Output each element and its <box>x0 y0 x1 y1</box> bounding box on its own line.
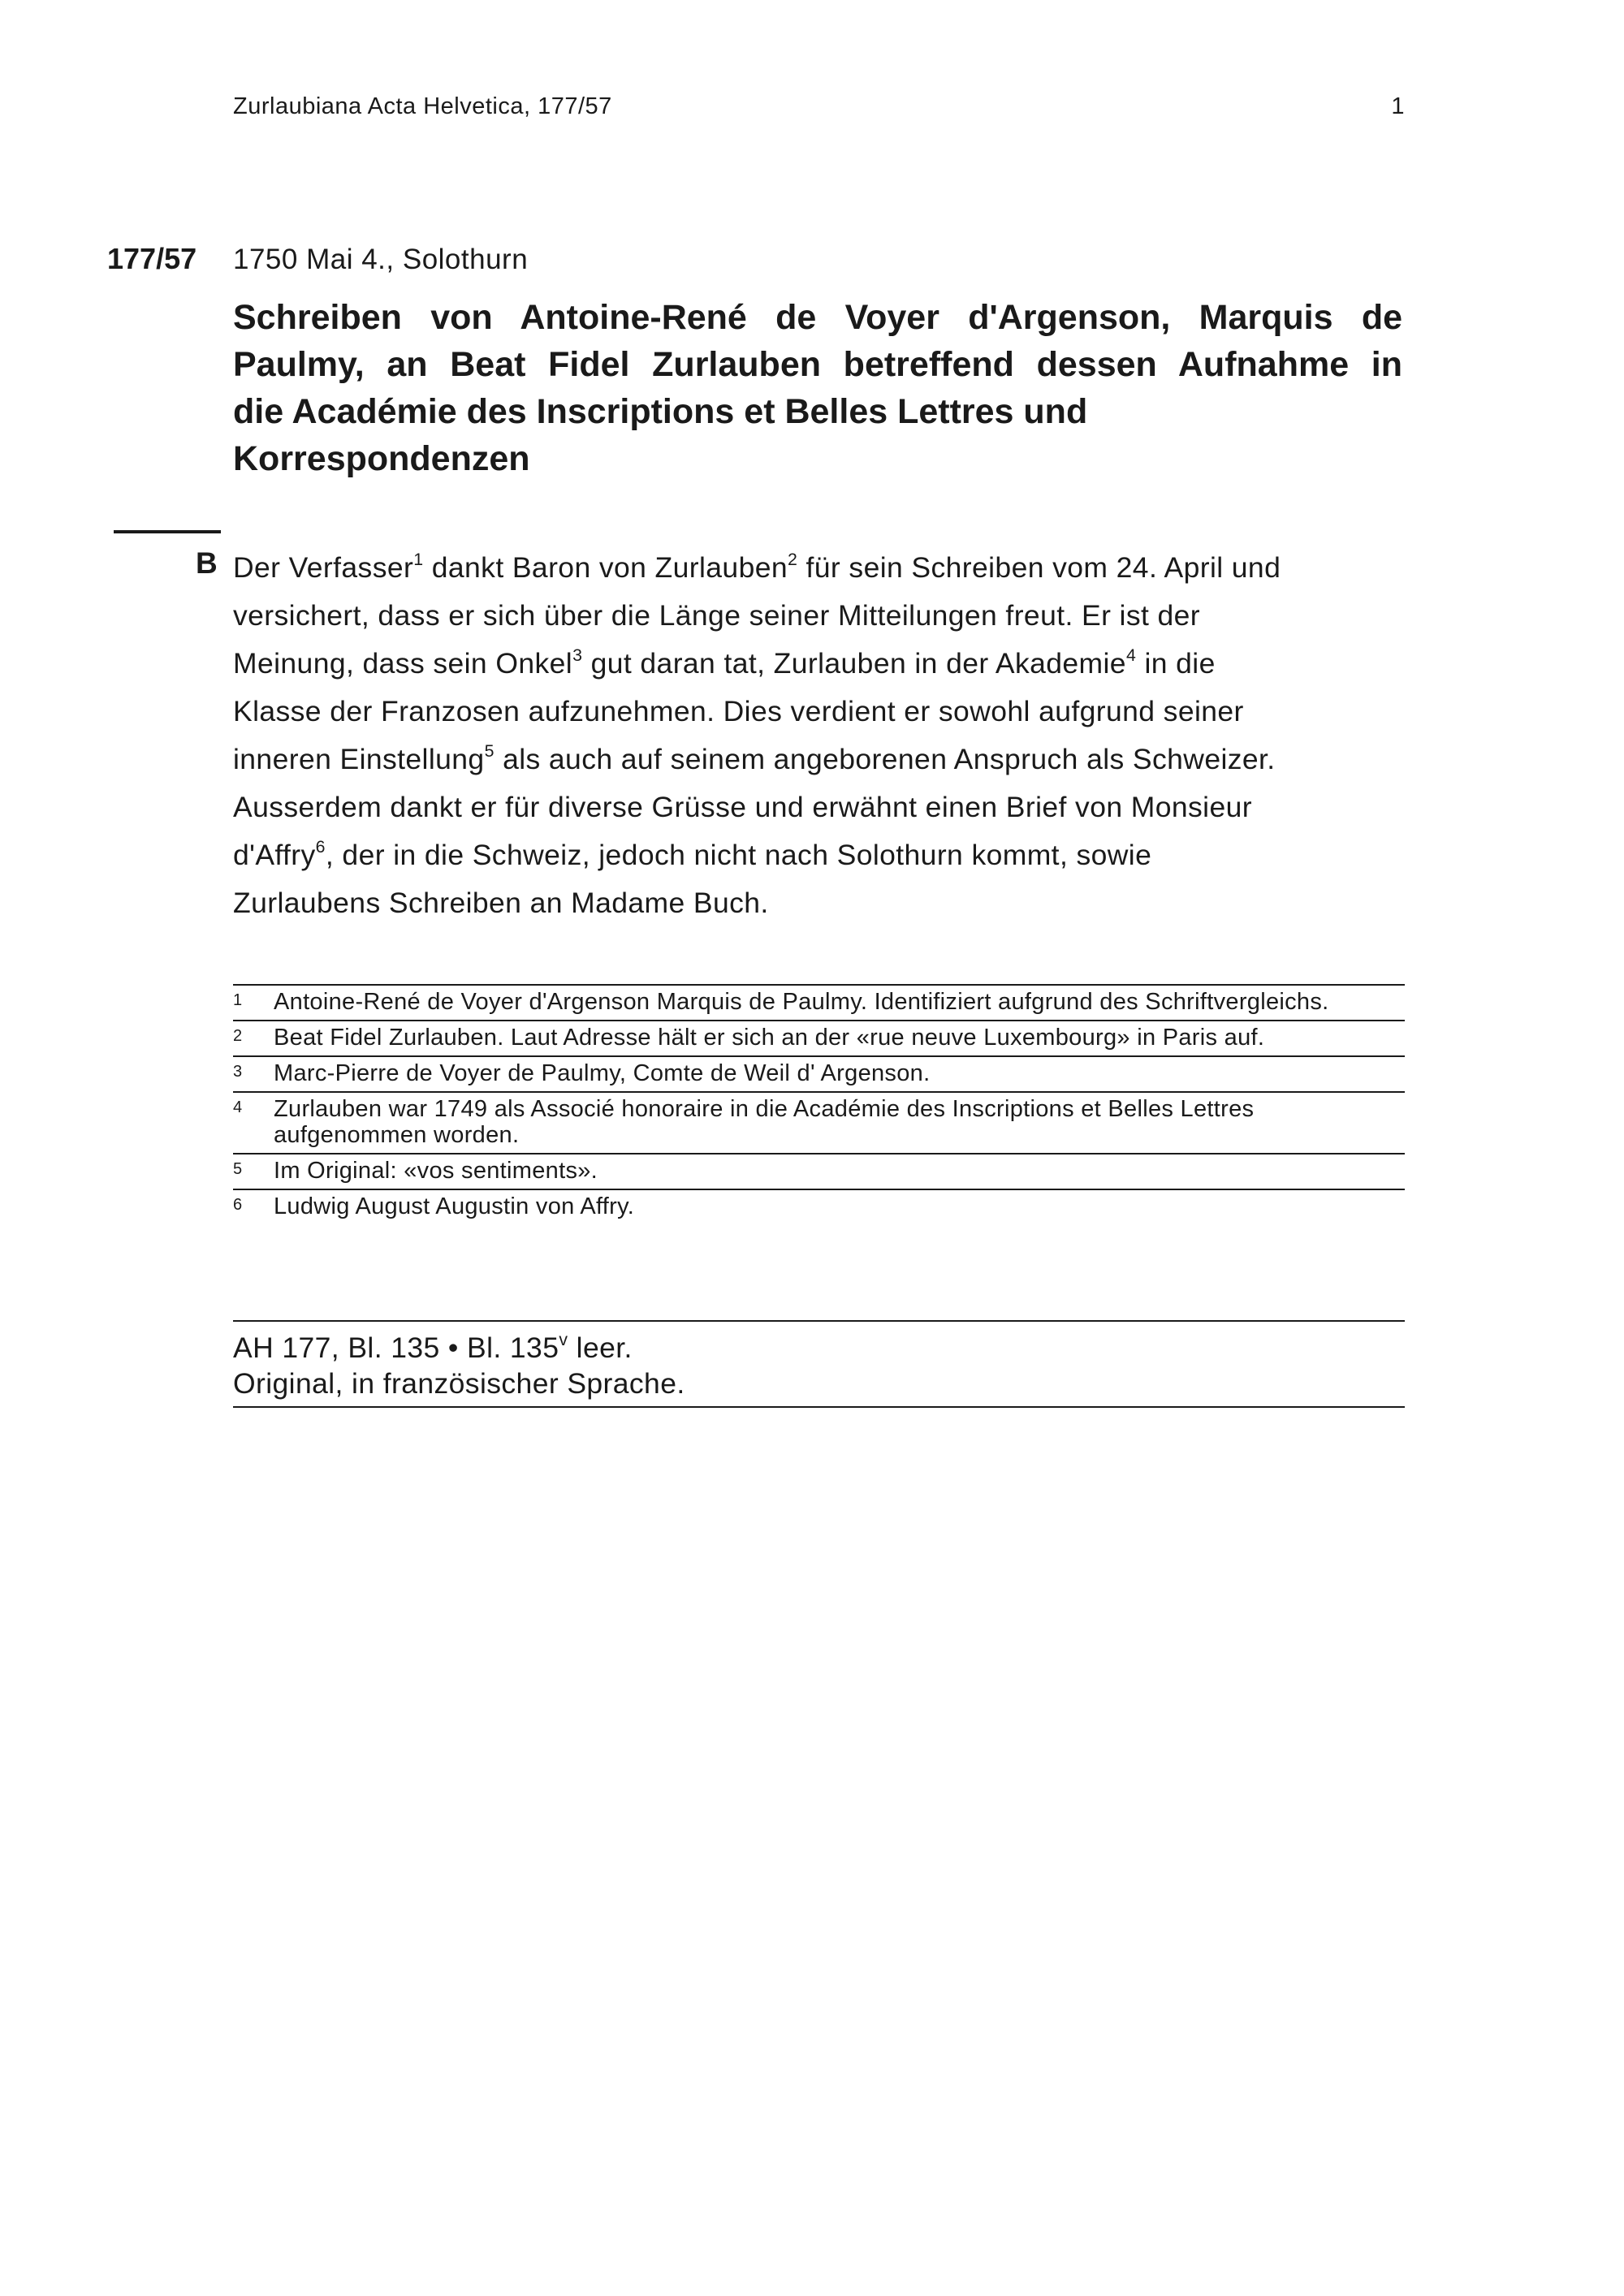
summary-line: inneren Einstellung$^5$ als auch auf seinem angeborenen Anspruch als Schweizer. <box>233 741 1276 775</box>
running-head-title: Zurlaubiana Acta Helvetica, 177/57 <box>233 93 612 119</box>
footnote-ref[interactable]: 3 <box>572 645 583 666</box>
footnote-ref[interactable]: 4 <box>1125 645 1137 666</box>
footnote-text: Marc-Pierre de Voyer de Paulmy, Comte de Weil d' Argenson. <box>274 1060 931 1086</box>
footnote <box>233 1153 1405 1189</box>
summary-line: Meinung, dass sein Onkel$^3$ gut daran tat, Zurlauben in der Akademie$^4$ in die <box>233 645 1216 680</box>
title-line: Korrespondenzen <box>233 439 530 478</box>
summary-line: Klasse der Franzosen aufzunehmen. Dies verdient er sowohl aufgrund seiner <box>233 695 1244 727</box>
entry-number: 177/57 <box>107 242 197 275</box>
footnote-number: 6 <box>233 1196 243 1214</box>
footnote-ref[interactable]: 1 <box>413 550 424 570</box>
entry-title <box>233 294 1402 482</box>
section-marker: B <box>196 546 218 580</box>
footnote-number: 4 <box>233 1098 243 1116</box>
footnote <box>233 1091 1405 1153</box>
footnote-text: Antoine-René de Voyer d'Argenson Marquis de Paulmy. Identifiziert aufgrund des Schriftvergleichs. <box>274 989 1329 1015</box>
footnote-number: 5 <box>233 1160 243 1178</box>
footnote <box>233 1020 1405 1055</box>
footnote-ref[interactable]: 6 <box>315 837 326 857</box>
footnote-text: Beat Fidel Zurlauben. Laut Adresse hält er sich an der «rue neuve Luxembourg» in Paris auf. <box>274 1025 1265 1051</box>
footnote-number: 1 <box>233 991 243 1009</box>
summary-line: Der Verfasser$^1$ dankt Baron von Zurlauben$^2$ für sein Schreiben vom 24. April und <box>233 550 1281 584</box>
footnote <box>233 1055 1405 1091</box>
footnote <box>233 984 1405 1020</box>
footnote-text: Zurlauben war 1749 als Associé honoraire in die Académie des Inscriptions et Belles Lettres aufgenommen worden. <box>274 1096 1255 1148</box>
footnote-number: 2 <box>233 1027 243 1045</box>
summary-line: Zurlaubens Schreiben an Madame Buch. <box>233 887 769 919</box>
entry-date-place: 1750 Mai 4., Solothurn <box>233 244 529 275</box>
title-line: die Académie des Inscriptions et Belles Lettres und <box>233 392 1088 431</box>
source-line: Original, in französischer Sprache. <box>233 1367 685 1400</box>
margin-rule <box>114 530 221 533</box>
page-number: 1 <box>1391 93 1405 119</box>
source-line: AH 177, Bl. 135 • Bl. 135$^v$ leer. <box>233 1330 633 1364</box>
source-reference <box>233 1320 1405 1408</box>
footnotes <box>233 984 1405 1224</box>
footnote-text: Ludwig August Augustin von Affry. <box>274 1193 635 1219</box>
summary-line: Ausserdem dankt er für diverse Grüsse und erwähnt einen Brief von Monsieur <box>233 791 1252 823</box>
running-head <box>233 93 1405 120</box>
summary-paragraph <box>233 544 1419 927</box>
footnote-number: 3 <box>233 1063 243 1081</box>
summary-line: d'Affry$^6$, der in die Schweiz, jedoch nicht nach Solothurn kommt, sowie <box>233 837 1152 871</box>
footnote-ref[interactable]: 5 <box>484 741 495 762</box>
title-line: Schreiben von Antoine-René de Voyer d'Argenson, Marquis de <box>233 298 1402 337</box>
summary-line: versichert, dass er sich über die Länge seiner Mitteilungen freut. Er ist der <box>233 599 1201 632</box>
footnote-ref[interactable]: 2 <box>788 550 798 570</box>
footnote <box>233 1189 1405 1224</box>
footnote-text: Im Original: «vos sentiments». <box>274 1158 598 1184</box>
title-line: Paulmy, an Beat Fidel Zurlauben betreffend dessen Aufnahme in <box>233 345 1402 384</box>
